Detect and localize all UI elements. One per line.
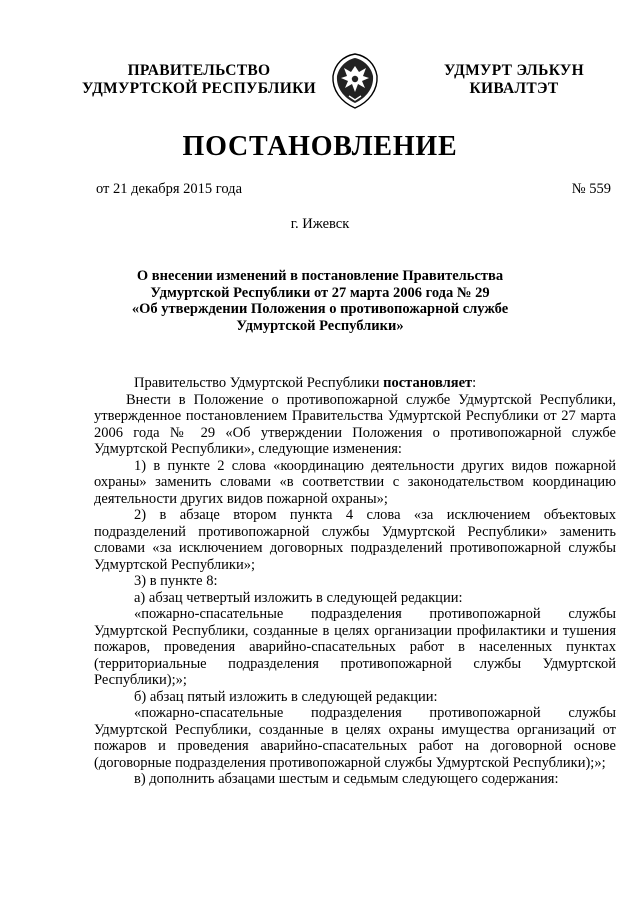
org-name-line: УДМУРТ ЭЛЬКУН	[444, 62, 584, 79]
title-line: Удмуртской Республики»	[236, 317, 404, 334]
body-paragraph: «пожарно-спасательные подразделения противопожарной службы Удмуртской Республики, созданные в целях охраны имущества организаций от пожаров и проведения аварийно-спасательных работ на договорной основе (договорные подразделения противопожарной службы Удмуртской Республики);»;	[94, 705, 616, 771]
body-paragraph: 2) в абзаце втором пункта 4 слова «за исключением объектовых подразделений противопожарной службы Удмуртской Республики» заменить словами «за исключением договорных подразделений противопожарной службы Удмуртской Республики»;	[94, 507, 616, 573]
body-paragraph: Внести в Положение о противопожарной службе Удмуртской Республики, утвержденное постановлением Правительства Удмуртской Республики от 27 марта 2006 года № 29 «Об утверждении Положения о противопожарной службе Удмуртской Республики», следующие изменения:	[94, 391, 616, 457]
document-city: г. Ижевск	[290, 216, 350, 232]
org-name-line: УДМУРТСКОЙ РЕСПУБЛИКИ	[81, 80, 316, 97]
intro-colon: :	[472, 375, 477, 391]
body-paragraph: в) дополнить абзацами шестым и седьмым следующего содержания:	[134, 771, 559, 787]
title-line: «Об утверждении Положения о противопожарной службе	[131, 301, 509, 318]
title-line: Удмуртской Республики от 27 марта 2006 года № 29	[150, 284, 490, 301]
org-name-line: ПРАВИТЕЛЬСТВО	[127, 62, 271, 79]
body-paragraph: 1) в пункте 2 слова «координацию деятельности других видов пожарной охраны» заменить словами «в соответствии с законодательством координацию деятельности других видов пожарной охраны»;	[94, 457, 616, 507]
document-type-heading: ПОСТАНОВЛЕНИЕ	[182, 131, 458, 162]
document-body	[94, 375, 616, 788]
org-name-udmurt	[434, 62, 594, 98]
document-number: № 559	[571, 181, 611, 197]
body-paragraph: «пожарно-спасательные подразделения противопожарной службы Удмуртской Республики, созданные в целях организации профилактики и тушения пожаров, проведения аварийно-спасательных работ в населенных пунктах (территориальные подразделения противопожарной службы Удмуртской Республики);»;	[94, 606, 616, 688]
body-paragraph: а) абзац четвертый изложить в следующей редакции:	[134, 589, 463, 606]
document-title	[120, 268, 520, 334]
udmurtia-coat-of-arms-icon	[329, 52, 381, 110]
intro-text: Правительство Удмуртской Республики	[134, 375, 384, 391]
title-line: О внесении изменений в постановление Правительства	[136, 268, 504, 284]
intro-paragraph	[94, 375, 616, 392]
intro-verb: постановляет	[383, 375, 473, 391]
org-name-russian	[80, 62, 318, 98]
body-paragraph: б) абзац пятый изложить в следующей редакции:	[134, 688, 438, 705]
document-date: от 21 декабря 2015 года	[96, 181, 242, 197]
org-name-line: КИВАЛТЭТ	[469, 80, 559, 97]
body-paragraph: 3) в пункте 8:	[134, 573, 218, 589]
